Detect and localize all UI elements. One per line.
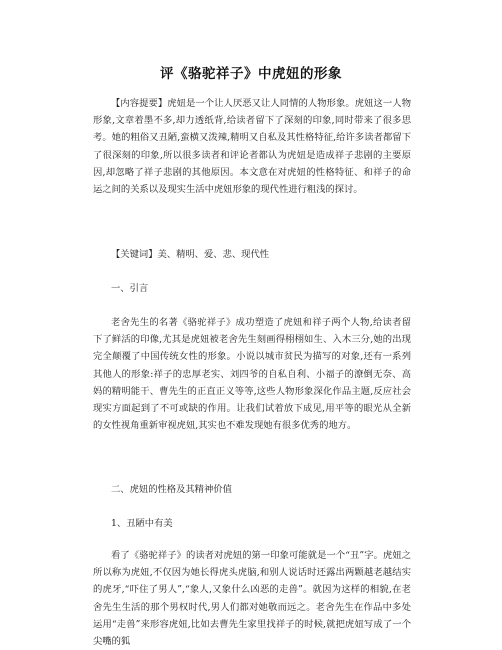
section-heading-introduction: 一、引言 (111, 283, 149, 294)
abstract-paragraph: 【内容提要】虎妞是一个让人厌恶又让人同情的人物形象。虎妞这一人物形象,文章着墨不多,却力透纸背,给读者留下了深刻的印象,同时带来了很多思考。她的粗俗又丑陋,蛮横又泼辣,精明又自私及其性格特征,给许多读者都留下了很深刻的印象,所以很多读者和评论者都认为虎妞是造成祥子悲剧的主要原因,却忽略了祥子悲剧的其他原因。本文意在对虎妞的性格特征、和祥子的命运之间的关系以及现实生活中虎妞形象的现代性进行粗浅的探讨。 (93, 98, 411, 196)
introduction-paragraph: 老舍先生的名著《骆驼祥子》成功塑造了虎妞和祥子两个人物,给读者留下了鲜活的印像,尤其是虎妞被老舍先生刻画得栩栩如生、入木三分,她的出现完全颠覆了中国传统女性的形象。小说以城市贫民为描写的对象,还有一系列其他人的形象:祥子的忠厚老实、刘四爷的自私自利、小福子的潦倒无奈、高妈的精明能干、曹先生的正直正义等等,这些人物形象深化作品主题,反应社会现实方面起到了不可或缺的作用。让我们试着放下成见,用平等的眼光从全新的女性视角重新审视虎妞,其实也不难发现她有很多优秀的地方。 (93, 317, 411, 432)
subsection-heading-beauty: 1、丑陋中有美 (111, 518, 173, 529)
introduction-block (93, 314, 411, 434)
document-title: 评《骆驼祥子》中虎妞的形象 (160, 66, 342, 82)
keywords-line: 【关键词】美、精明、爱、悲、现代性 (111, 249, 270, 260)
section-heading-character: 二、虎妞的性格及其精神价值 (111, 484, 232, 495)
subsection-beauty-block (93, 547, 411, 650)
abstract-block (93, 95, 411, 198)
subsection-beauty-paragraph: 看了《骆驼祥子》的读者对虎妞的第一印象可能就是一个“丑”字。虎妞之所以称为虎妞,不仅因为她长得虎头虎脑,和别人说话时还露出两颗越老越结实的虎牙,“吓住了男人”,“象人,又象什么凶恶的走兽”。就因为这样的相貌,在老舍先生生活的那个男权时代,男人们都对她敬而远之。老舍先生在作品中多处运用“走兽”来形容虎妞,比如去曹先生家里找祥子的时候,就把虎妞写成了一个尖嘴的狐 (93, 550, 411, 648)
